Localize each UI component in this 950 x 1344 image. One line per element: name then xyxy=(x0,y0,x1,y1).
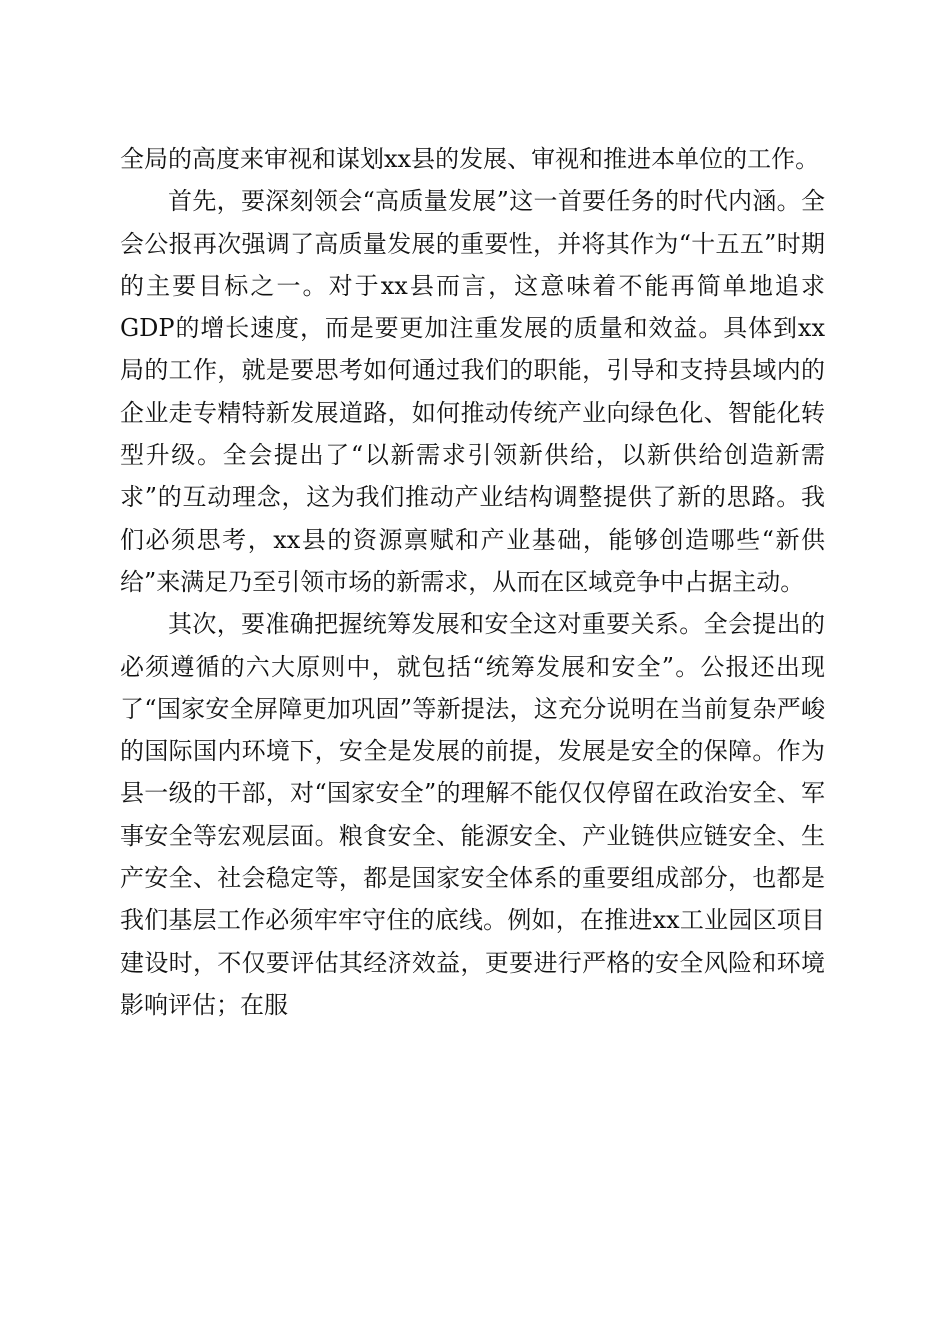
paragraph-3: 其次，要准确把握统筹发展和安全这对重要关系。全会提出的必须遵循的六大原则中，就包括“统筹发展和安全”。公报还出现了“国家安全屏障更加巩固”等新提法，这充分说明在当前复杂严峻的国际国内环境下，安全是发展的前提，发展是安全的保障。作为县一级的干部，对“国家安全”的理解不能仅仅停留在政治安全、军事安全等宏观层面。粮食安全、能源安全、产业链供应链安全、生产安全、社会稳定等，都是国家安全体系的重要组成部分，也都是我们基层工作必须牢牢守住的底线。例如，在推进xx工业园区项目建设时，不仅要评估其经济效益，更要进行严格的安全风险和环境影响评估；在服 xyxy=(120,610,825,1019)
document-body xyxy=(120,138,825,1026)
paragraph-1: 全局的高度来审视和谋划xx县的发展、审视和推进本单位的工作。 xyxy=(120,145,820,173)
paragraph-2: 首先，要深刻领会“高质量发展”这一首要任务的时代内涵。全会公报再次强调了高质量发展的重要性，并将其作为“十五五”时期的主要目标之一。对于xx县而言，这意味着不能再简单地追求GDP的增长速度，而是要更加注重发展的质量和效益。具体到xx局的工作，就是要思考如何通过我们的职能，引导和支持县域内的企业走专精特新发展道路，如何推动传统产业向绿色化、智能化转型升级。全会提出了“以新需求引领新供给，以新供给创造新需求”的互动理念，这为我们推动产业结构调整提供了新的思路。我们必须思考，xx县的资源禀赋和产业基础，能够创造哪些“新供给”来满足乃至引领市场的新需求，从而在区域竞争中占据主动。 xyxy=(120,187,825,596)
